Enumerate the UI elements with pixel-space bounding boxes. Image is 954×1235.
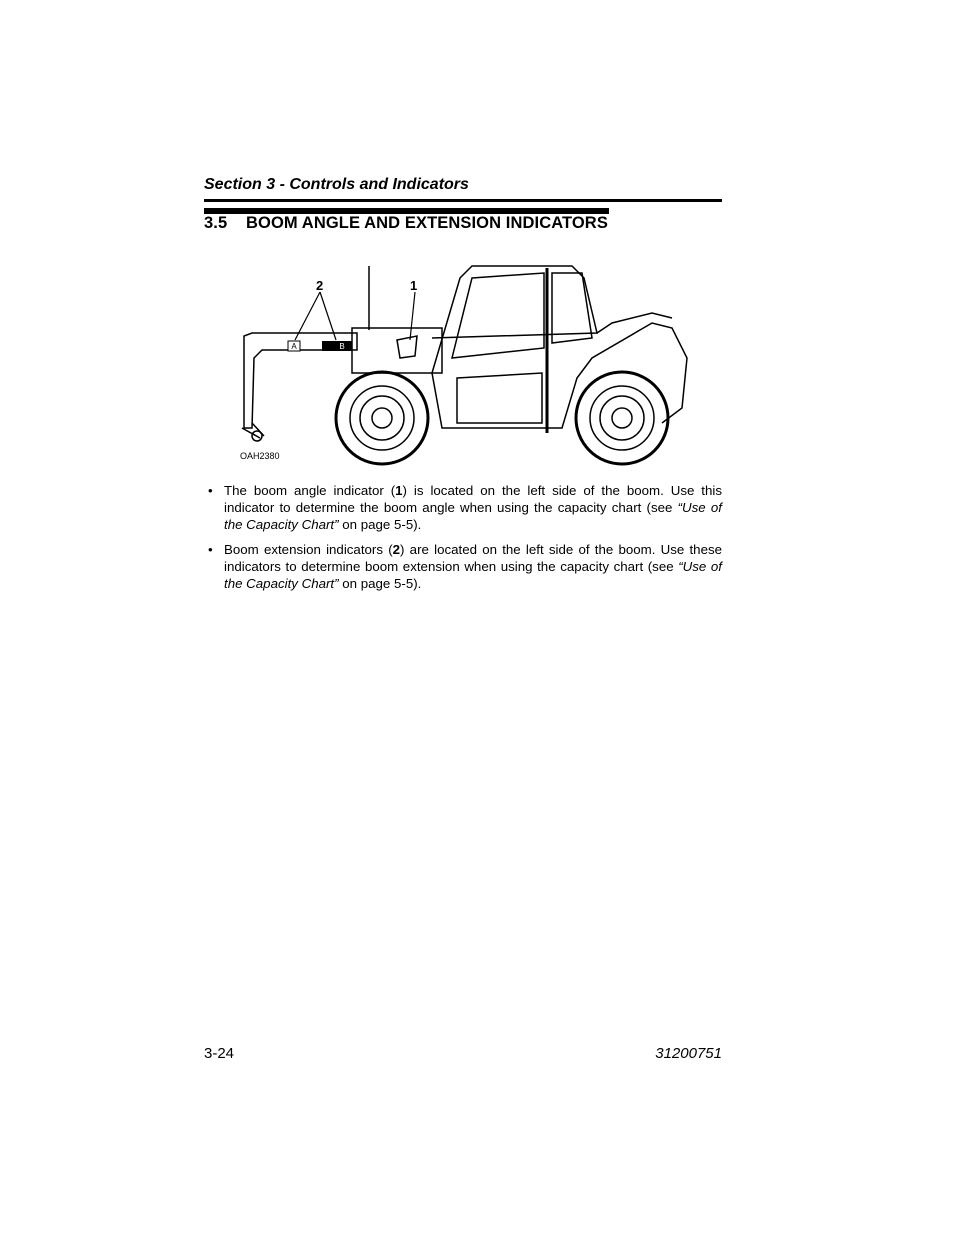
bullet-dot: •	[208, 483, 213, 498]
header-rule	[204, 199, 722, 202]
chassis	[432, 323, 687, 428]
boom-angle-indicator	[397, 336, 417, 358]
heading-number: 3.5	[204, 214, 228, 232]
callout-2-number: 2	[316, 278, 324, 293]
callout-1-number: 1	[410, 278, 418, 293]
telehandler-illustration	[232, 258, 692, 468]
bullet-list	[204, 482, 722, 600]
extension-indicator-b	[322, 341, 352, 351]
page-number: 3-24	[204, 1045, 235, 1062]
list-item: • Boom extension indicators (2) are located on the left side of the boom. Use these indicators to determine boom extension when using the capacity chart (see “Use of the Capacity Chart” on page 5-5).	[208, 542, 723, 591]
indicator-a-label: A	[291, 342, 297, 351]
callout-1-leader	[410, 292, 415, 340]
heading-title: BOOM ANGLE AND EXTENSION INDICATORS	[246, 214, 608, 232]
bullet-dot: •	[208, 542, 213, 557]
list-item: • The boom angle indicator (1) is located on the left side of the boom. Use this indicator to determine the boom angle when using the capacity chart (see “Use of the Capacity Chart” on page 5-5).	[208, 483, 723, 532]
section-header: Section 3 - Controls and Indicators	[204, 176, 469, 193]
boom-body	[352, 328, 442, 373]
document-number: 31200751	[655, 1045, 722, 1062]
section-heading	[204, 214, 608, 233]
indicator-b-label: B	[339, 342, 345, 351]
figure-id: OAH2380	[240, 451, 280, 461]
